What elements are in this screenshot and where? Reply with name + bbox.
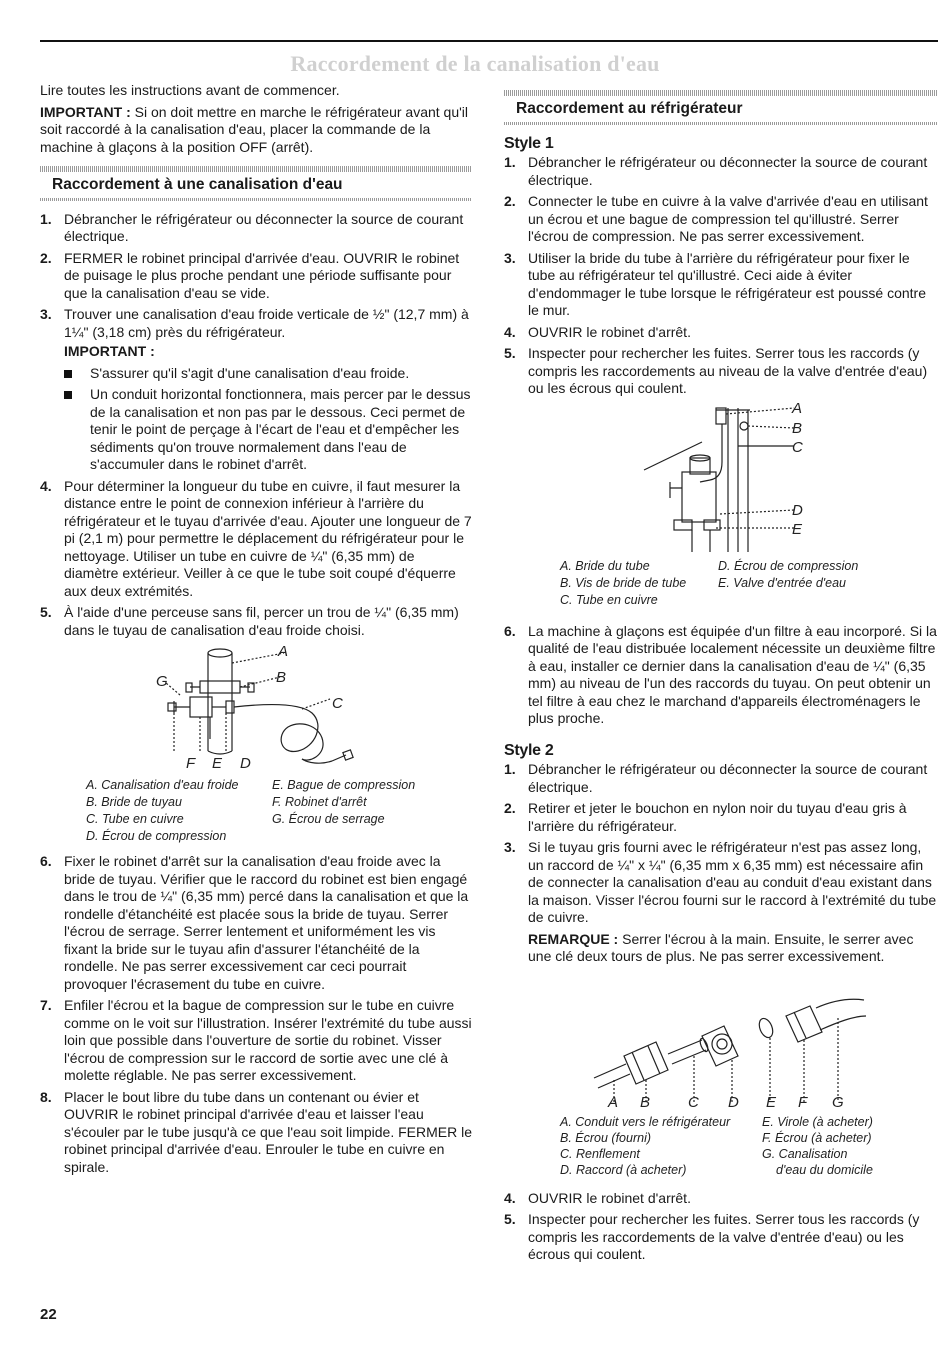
page-number: 22 xyxy=(40,1306,57,1323)
right-column xyxy=(504,90,938,1268)
list-item: 2. Retirer et jeter le bouchon en nylon noir du tuyau d'eau gris à l'arrière du réfrigérateur. xyxy=(504,800,907,834)
caption-item: G. Canalisation xyxy=(762,1146,848,1161)
caption-item: B. Bride de tuyau xyxy=(86,795,182,809)
caption-item: C. Tube en cuivre xyxy=(560,592,658,607)
left-column xyxy=(40,82,472,1180)
list-item: 3. Utiliser la bride du tube à l'arrière du réfrigérateur pour fixer le tube au réfrigérateur tel qu'illustré. Ceci aide à éviter d'endommager le tube lorsque le réfrigérateur est poussé contre le mur. xyxy=(504,249,927,318)
list-item: 5. À l'aide d'une perceuse sans fil, percer un trou de ¼" (6,35 mm) dans le tuyau de canalisation d'eau froide choisi. xyxy=(40,604,459,638)
steps-list xyxy=(40,211,472,361)
caption-item: D. Écrou de compression xyxy=(86,829,227,843)
remarque-label: REMARQUE : xyxy=(528,930,619,947)
intro-text: Lire toutes les instructions avant de commencer. xyxy=(40,82,340,98)
figure1-letter-b: B xyxy=(276,669,287,686)
figure-inlet-valve xyxy=(504,399,938,558)
list-item: 1. Débrancher le réfrigérateur ou déconnecter la source de courant électrique. xyxy=(504,154,928,188)
shutoff-valve-illustration xyxy=(40,643,472,775)
caption-item: D. Raccord (à acheter) xyxy=(560,1162,687,1177)
caption-item: E. Virole (à acheter) xyxy=(762,1114,873,1129)
steps-list xyxy=(504,761,938,966)
figure1-letter-e: E xyxy=(212,755,223,772)
figure3-letter-b: B xyxy=(640,1093,651,1111)
figure3-letter-a: A xyxy=(608,1093,619,1111)
caption-item: D. Écrou de compression xyxy=(718,558,859,573)
figure2-letter-b: B xyxy=(792,419,803,437)
caption-item: B. Écrou (fourni) xyxy=(560,1130,652,1145)
remarque-paragraph xyxy=(528,931,938,966)
figure2-letter-c: C xyxy=(792,438,803,456)
list-item: 8. Placer le bout libre du tube dans un contenant ou évier et OUVRIR le robinet principal d'arrivée d'eau et laisser l'eau s'écouler par le tube jusqu'à ce que l'eau soit limpide. FERMER le robinet principal d'arrivée d'eau. Enrouler le tube en cuivre en spirale. xyxy=(40,1088,473,1175)
figure2-caption xyxy=(560,558,938,609)
list-item: 6. La machine à glaçons est équipée d'un filtre à eau incorporé. Si la qualité de l'eau distribuée localement nécessite un deuxième filtre à eau, installer ce dernier dans la canalisation d'eau de ¼" (6,35 mm) au niveau de l'un des raccords du tuyau. On peut obtenir un tel filtre à eau chez le marchand d'appareils électroménagers le plus proche. xyxy=(504,622,937,726)
top-rule xyxy=(40,40,938,42)
steps-list xyxy=(40,478,472,640)
caption-item: G. Écrou de serrage xyxy=(272,812,385,826)
figure3-letter-c: C xyxy=(688,1093,699,1111)
list-item: 2. Connecter le tube en cuivre à la valve d'arrivée d'eau en utilisant un écrou et une bague de compression tel qu'illustré. Serrer l'écrou de compression. Ne pas serrer excessivement. xyxy=(504,193,928,244)
style1-title: Style 1 xyxy=(504,134,554,152)
list-item: 5. Inspecter pour rechercher les fuites. Serrer tous les raccords (y compris les raccordements de la valve d'entrée d'eau) ou les écrous qui coulent. xyxy=(504,1211,920,1262)
list-item: 1. Débrancher le réfrigérateur ou déconnecter la source de courant électrique. xyxy=(504,761,928,795)
caption-item: A. Bride du tube xyxy=(560,558,650,573)
figure3-letter-e: E xyxy=(766,1093,777,1111)
section-title-refrigerator: Raccordement au réfrigérateur xyxy=(516,100,743,117)
list-item: 4. OUVRIR le robinet d'arrêt. xyxy=(504,1189,691,1206)
list-item: 6. Fixer le robinet d'arrêt sur la canalisation d'eau froide avec la bride de tuyau. Vérifier que le raccord du robinet est bien engagé dans le trou de ¼" (6,35 mm) percé dans la canalisation et que la rondelle d'étanchéité est placée sous la bride de tuyau. Serrer l'écrou de serrage. Serrer lentement et uniformément les vis fixant la bride sur le tuyau afin d'assurer l'étanchéité de la rondelle. Ne pas serrer excessivement car ceci pourrait provoquer l'écrasement du tube en cuivre. xyxy=(40,853,469,992)
list-item: 4. Pour déterminer la longueur du tube en cuivre, il faut mesurer la distance entre le point de connexion inférieur à l'arrière du réfrigérateur et le tuyau d'arrivée d'eau. Ajouter une longueur de 7 pi (2,1 m) pour permettre le déplacement du réfrigérateur pour le nettoyage. Utiliser un tube en cuivre de ¼" (6,35 mm) de diamètre extérieur. Veiller à ce que le tube soit coupé d'équerre aux deux extrémités. xyxy=(40,477,472,599)
caption-item: F. Robinet d'arrêt xyxy=(272,795,367,809)
figure1-letter-c: C xyxy=(332,695,343,712)
section-title-water-line: Raccordement à une canalisation d'eau xyxy=(52,176,343,193)
caption-item: A. Canalisation d'eau froide xyxy=(86,778,239,792)
figure1-letter-f: F xyxy=(186,755,196,772)
remarque-text: Serrer l'écrou à la main. Ensuite, le serrer avec une clé deux tours de plus. Ne pas serrer excessivement. xyxy=(528,930,914,964)
caption-item: E. Valve d'entrée d'eau xyxy=(718,575,847,590)
figure1-caption xyxy=(86,777,472,845)
list-item: Un conduit horizontal fonctionnera, mais percer par le dessus de la canalisation et non pas par le dessous. Ceci permet de tenir le point de perçage à l'écart de l'eau et d'empêcher les sédiments qu'on trouve normalement dans l'eau de s'accumuler dans le robinet d'arrêt. xyxy=(64,386,472,474)
figure1-letter-d: D xyxy=(240,755,251,772)
list-item: 2. FERMER le robinet principal d'arrivée d'eau. OUVRIR le robinet de puisage le plus proche pendant une période suffisante pour que la canalisation d'eau se vide. xyxy=(40,249,460,301)
section-divider xyxy=(504,122,938,125)
caption-item: E. Bague de compression xyxy=(272,778,416,792)
figure-fitting-assembly xyxy=(504,970,938,1114)
section-divider xyxy=(40,198,472,201)
figure3-letter-f: F xyxy=(798,1093,808,1111)
important-text: Si on doit mettre en marche le réfrigérateur avant qu'il soit raccordé à la canalisation d'eau, placer la commande de la machine à glaçons à la position OFF (arrêt). xyxy=(40,103,469,155)
caption-item: F. Écrou (à acheter) xyxy=(762,1130,872,1145)
list-item: 3. Si le tuyau gris fourni avec le réfrigérateur n'est pas assez long, un raccord de ¼" x ¼" (6,35 mm x 6,35 mm) est nécessaire afin de connecter la canalisation d'eau au conduit d'eau existant dans la maison. Visser l'écrou fourni sur le raccord à l'extrémité du tube de cuivre. REMARQUE : Serrer l'écrou à la main. Ensuite, le serrer avec une clé deux tours de plus. Ne pas serrer excessivement. xyxy=(504,839,937,964)
figure1-letter-a: A xyxy=(278,643,289,660)
list-item: 1. Débrancher le réfrigérateur ou déconnecter la source de courant électrique. xyxy=(40,210,464,244)
important-label: IMPORTANT : xyxy=(40,103,131,120)
step3-important-label: IMPORTANT : xyxy=(64,343,155,359)
style2-title: Style 2 xyxy=(504,741,554,759)
figure3-letter-d: D xyxy=(728,1093,739,1111)
list-item: 7. Enfiler l'écrou et la bague de compression sur le tube en cuivre comme on le voit sur l'illustration. Insérer l'extrémité du tube aussi loin que possible dans l'ouverture de sortie du robinet. Visser l'écrou de compression sur le raccord de sortie avec une clé à molette réglable. Ne pas serrer excessivement. xyxy=(40,997,472,1083)
figure3-letter-g: G xyxy=(832,1093,844,1111)
steps-list xyxy=(504,154,938,398)
figure3-caption xyxy=(560,1114,938,1178)
list-item: 3. Trouver une canalisation d'eau froide verticale de ½" (12,7 mm) à 1¼" (3,18 cm) près du réfrigérateur. IMPORTANT : xyxy=(40,306,472,361)
bullet-list xyxy=(40,365,472,474)
inlet-valve-illustration xyxy=(504,399,938,558)
caption-item: A. Conduit vers le réfrigérateur xyxy=(560,1114,731,1129)
caption-item: C. Renflement xyxy=(560,1146,640,1161)
figure2-letter-a: A xyxy=(792,399,803,417)
fitting-assembly-illustration xyxy=(504,970,938,1114)
steps-list xyxy=(40,853,472,1176)
page-title: Raccordement de la canalisation d'eau xyxy=(290,51,660,76)
figure1-letter-g: G xyxy=(156,673,168,690)
caption-item: d'eau du domicile xyxy=(776,1162,873,1177)
list-item: 5. Inspecter pour rechercher les fuites. Serrer tous les raccords (y compris les raccordements au niveau de la valve d'entrée d'eau) ou les écrous qui coulent. xyxy=(504,345,928,396)
figure-shutoff-valve xyxy=(40,643,472,775)
steps-list xyxy=(504,1190,938,1264)
caption-item: C. Tube en cuivre xyxy=(86,812,184,826)
list-item: 4. OUVRIR le robinet d'arrêt. xyxy=(504,323,691,340)
figure2-letter-e: E xyxy=(792,520,803,538)
steps-list xyxy=(504,623,938,728)
important-paragraph xyxy=(40,104,472,157)
list-item: S'assurer qu'il s'agit d'une canalisation d'eau froide. xyxy=(64,365,472,383)
figure2-letter-d: D xyxy=(792,501,803,519)
caption-item: B. Vis de bride de tube xyxy=(560,575,687,590)
